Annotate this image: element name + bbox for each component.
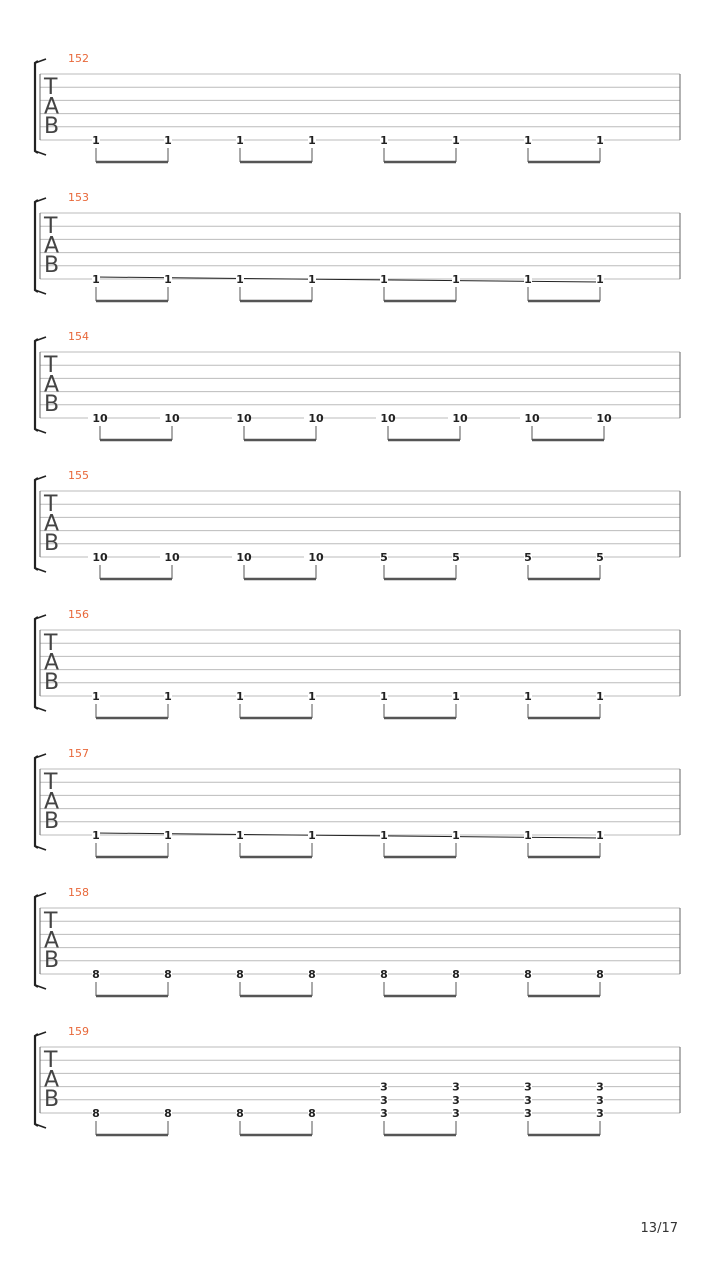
fret-number: 10 <box>308 551 324 564</box>
tab-system <box>35 747 680 857</box>
tab-clef-letter: T <box>44 75 58 100</box>
system-bracket <box>35 339 38 431</box>
fret-number: 10 <box>236 551 252 564</box>
fret-number: 10 <box>596 412 612 425</box>
fret-number: 8 <box>452 968 460 981</box>
fret-number: 1 <box>380 829 388 842</box>
fret-number: 10 <box>92 551 108 564</box>
fret-number: 5 <box>596 551 604 564</box>
fret-number: 10 <box>308 412 324 425</box>
fret-number: 5 <box>380 551 388 564</box>
fret-number: 8 <box>596 968 604 981</box>
measure-number: 157 <box>68 747 89 760</box>
fret-number: 8 <box>92 968 100 981</box>
fret-number: 1 <box>92 134 100 147</box>
fret-number: 1 <box>236 829 244 842</box>
fret-number: 10 <box>92 412 108 425</box>
fret-number: 10 <box>236 412 252 425</box>
fret-number: 3 <box>524 1080 532 1094</box>
tab-system <box>35 886 680 996</box>
tab-clef-letter: B <box>44 948 60 973</box>
tab-clef-letter: T <box>44 770 58 795</box>
tab-clef-letter: B <box>44 114 60 139</box>
measure-number: 154 <box>68 330 89 343</box>
fret-number: 3 <box>524 1093 532 1107</box>
fret-number: 10 <box>524 412 540 425</box>
tab-clef-letter: A <box>44 233 60 259</box>
tab-clef-letter: A <box>44 789 60 815</box>
fret-number: 1 <box>524 134 532 147</box>
tab-system <box>35 52 680 162</box>
fret-number: 1 <box>380 273 388 286</box>
fret-number: 1 <box>524 690 532 703</box>
fret-number: 8 <box>524 968 532 981</box>
fret-number: 5 <box>452 551 460 564</box>
fret-number: 1 <box>92 273 100 286</box>
tab-clef-letter: T <box>44 214 58 239</box>
measure-number: 155 <box>68 469 89 482</box>
fret-number: 1 <box>308 273 316 286</box>
measure-number: 153 <box>68 191 89 204</box>
fret-number: 1 <box>524 829 532 842</box>
system-bracket <box>35 61 38 153</box>
fret-number: 1 <box>308 829 316 842</box>
fret-number: 1 <box>236 690 244 703</box>
fret-number: 8 <box>236 968 244 981</box>
fret-number: 1 <box>596 134 604 147</box>
fret-number: 8 <box>236 1107 244 1120</box>
fret-number: 1 <box>164 690 172 703</box>
system-bracket <box>35 617 38 709</box>
fret-number: 8 <box>308 968 316 981</box>
fret-number: 8 <box>380 968 388 981</box>
tab-clef-letter: T <box>44 909 58 934</box>
tab-clef-letter: A <box>44 511 60 537</box>
fret-number: 1 <box>92 829 100 842</box>
measure-number: 158 <box>68 886 89 899</box>
tab-clef-letter: B <box>44 670 60 695</box>
fret-number: 8 <box>308 1107 316 1120</box>
fret-number: 1 <box>164 273 172 286</box>
tab-clef-letter: B <box>44 392 60 417</box>
tab-system <box>35 330 680 440</box>
tab-clef-letter: B <box>44 253 60 278</box>
fret-number: 5 <box>524 551 532 564</box>
fret-number: 1 <box>524 273 532 286</box>
measure-number: 159 <box>68 1025 89 1038</box>
fret-number: 1 <box>452 134 460 147</box>
fret-number: 1 <box>380 134 388 147</box>
tab-clef-letter: B <box>44 531 60 556</box>
fret-number: 8 <box>92 1107 100 1120</box>
tab-clef-letter: B <box>44 809 60 834</box>
fret-number: 1 <box>596 273 604 286</box>
fret-number: 1 <box>452 690 460 703</box>
tab-clef-letter: A <box>44 372 60 398</box>
fret-number: 1 <box>308 690 316 703</box>
measure-number: 156 <box>68 608 89 621</box>
fret-number: 3 <box>380 1093 388 1107</box>
tab-clef-letter: T <box>44 492 58 517</box>
fret-number: 1 <box>596 829 604 842</box>
fret-number: 1 <box>164 134 172 147</box>
fret-number: 10 <box>452 412 468 425</box>
fret-number: 1 <box>236 273 244 286</box>
fret-number: 3 <box>524 1107 532 1120</box>
fret-number: 1 <box>236 134 244 147</box>
fret-number: 1 <box>452 273 460 286</box>
tab-clef-letter: T <box>44 353 58 378</box>
fret-number: 1 <box>452 829 460 842</box>
tab-clef-letter: A <box>44 1067 60 1093</box>
fret-number: 3 <box>452 1093 460 1107</box>
fret-number: 3 <box>380 1080 388 1094</box>
tab-system <box>35 1025 680 1135</box>
tab-clef-letter: T <box>44 1048 58 1073</box>
fret-number: 3 <box>380 1107 388 1120</box>
page-number: 13/17 <box>640 1221 678 1236</box>
system-bracket <box>35 756 38 848</box>
fret-number: 1 <box>380 690 388 703</box>
tab-system <box>35 608 680 718</box>
fret-number: 1 <box>596 690 604 703</box>
tab-clef-letter: B <box>44 1087 60 1112</box>
fret-number: 8 <box>164 968 172 981</box>
fret-number: 10 <box>164 412 180 425</box>
tab-system <box>35 191 680 301</box>
fret-number: 3 <box>596 1080 604 1094</box>
tab-system <box>35 469 680 579</box>
fret-number: 3 <box>452 1080 460 1094</box>
fret-number: 8 <box>164 1107 172 1120</box>
tab-clef-letter: A <box>44 650 60 676</box>
measure-number: 152 <box>68 52 89 65</box>
system-bracket <box>35 478 38 570</box>
tab-clef-letter: A <box>44 94 60 120</box>
fret-number: 1 <box>308 134 316 147</box>
fret-number: 3 <box>452 1107 460 1120</box>
fret-number: 1 <box>92 690 100 703</box>
fret-number: 10 <box>164 551 180 564</box>
tab-clef-letter: T <box>44 631 58 656</box>
fret-number: 10 <box>380 412 396 425</box>
system-bracket <box>35 200 38 292</box>
tab-clef-letter: A <box>44 928 60 954</box>
fret-number: 3 <box>596 1107 604 1120</box>
system-bracket <box>35 1034 38 1126</box>
fret-number: 1 <box>164 829 172 842</box>
fret-number: 3 <box>596 1093 604 1107</box>
system-bracket <box>35 895 38 987</box>
